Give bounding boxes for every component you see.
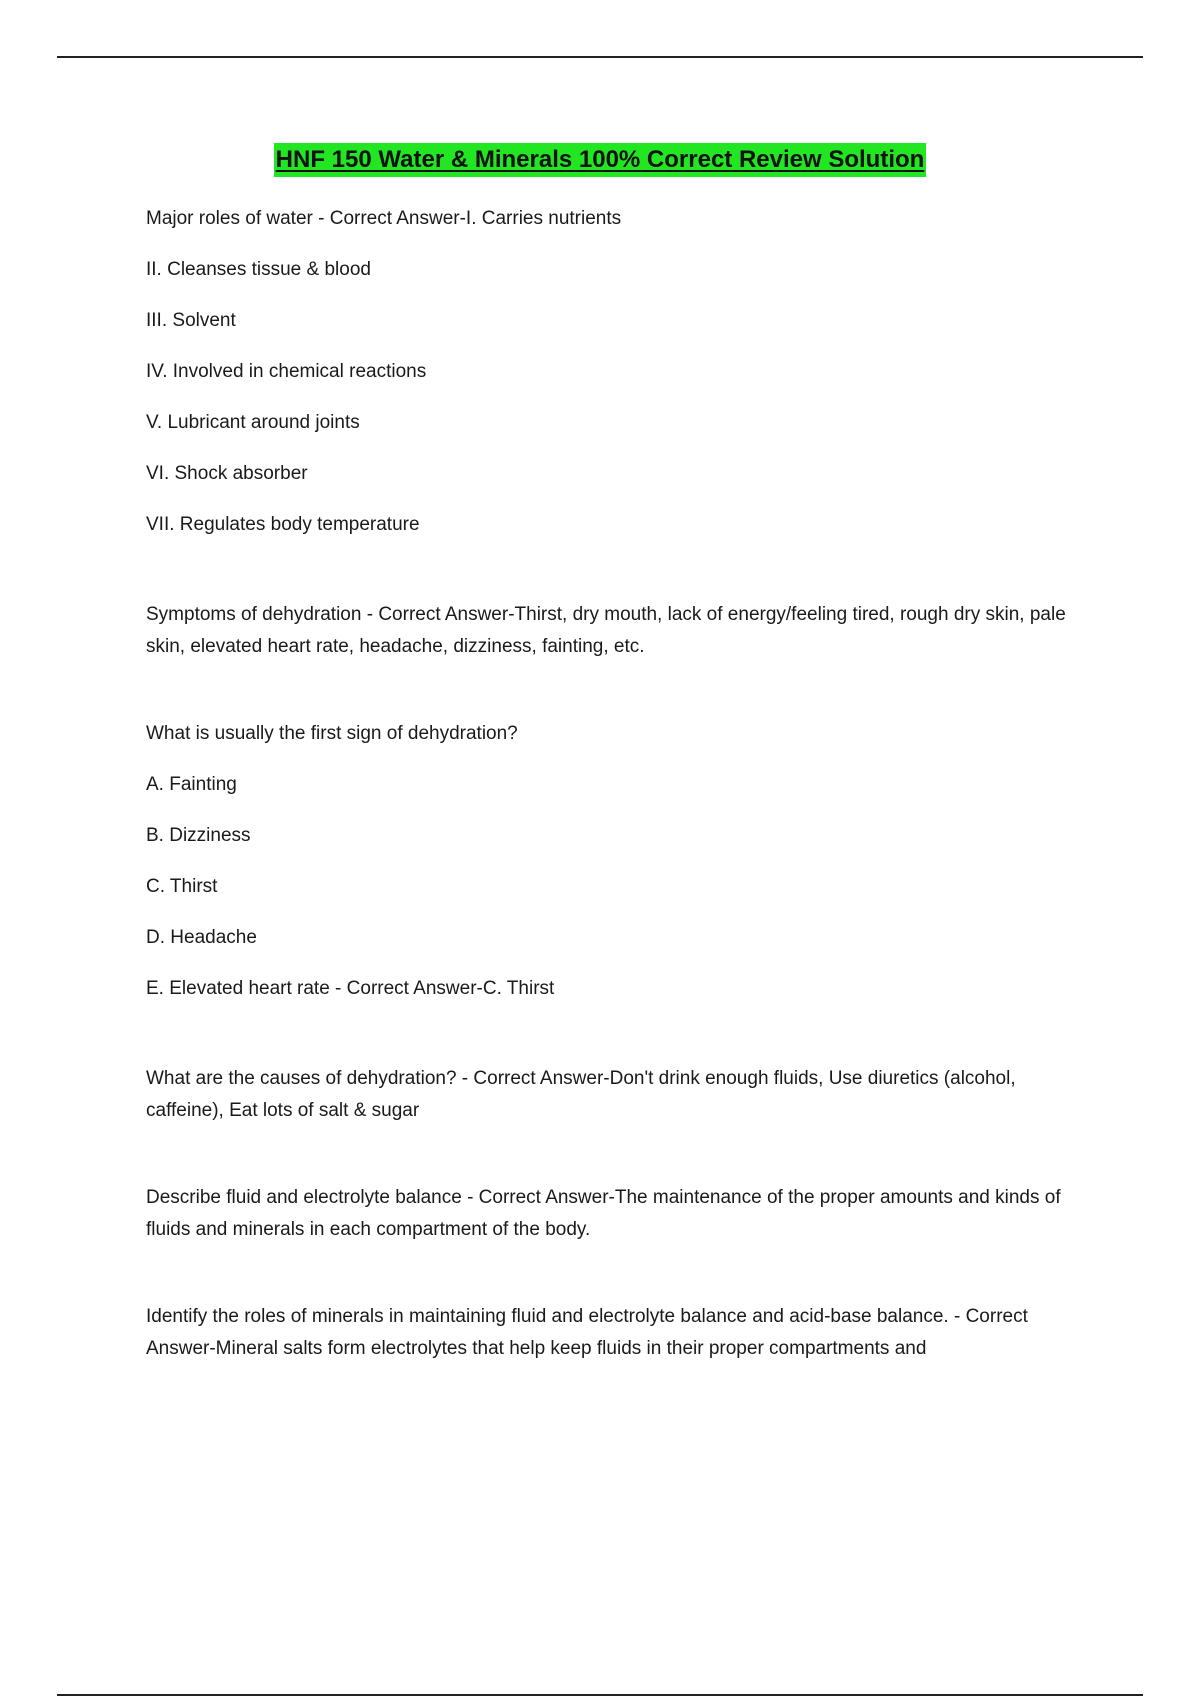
first-sign-option: D. Headache	[146, 927, 257, 948]
minerals-roles: Identify the roles of minerals in maintaining fluid and electrolyte balance and acid-base balance. - Correct Answer-Mineral salts form electrolytes that help keep fluids in their proper compartments and	[146, 1306, 1028, 1359]
title-container	[0, 143, 1200, 177]
symptoms-of-dehydration: Symptoms of dehydration - Correct Answer-Thirst, dry mouth, lack of energy/feeling tired, rough dry skin, pale skin, elevated heart rate, headache, dizziness, fainting, etc.	[146, 604, 1066, 657]
header-rule	[57, 56, 1143, 58]
roles-of-water-line: II. Cleanses tissue & blood	[146, 259, 371, 280]
first-sign-option: A. Fainting	[146, 774, 237, 795]
roles-of-water-line: VII. Regulates body temperature	[146, 514, 420, 535]
roles-of-water-line: IV. Involved in chemical reactions	[146, 361, 427, 382]
first-sign-option: E. Elevated heart rate - Correct Answer-C. Thirst	[146, 978, 555, 999]
footer-rule	[57, 1694, 1143, 1696]
first-sign-option: B. Dizziness	[146, 825, 251, 846]
fluid-electrolyte-balance: Describe fluid and electrolyte balance - Correct Answer-The maintenance of the proper amounts and kinds of fluids and minerals in each compartment of the body.	[146, 1187, 1061, 1240]
first-sign-option: C. Thirst	[146, 876, 218, 897]
roles-of-water-line: Major roles of water - Correct Answer-I. Carries nutrients	[146, 208, 622, 229]
roles-of-water-line: VI. Shock absorber	[146, 463, 308, 484]
document-body	[146, 203, 1086, 1365]
document-title: HNF 150 Water & Minerals 100% Correct Review Solution	[274, 143, 927, 177]
first-sign-question: What is usually the first sign of dehydration?	[146, 723, 518, 744]
causes-of-dehydration: What are the causes of dehydration? - Correct Answer-Don't drink enough fluids, Use diuretics (alcohol, caffeine), Eat lots of salt & sugar	[146, 1068, 1016, 1121]
roles-of-water-line: III. Solvent	[146, 310, 236, 331]
roles-of-water-line: V. Lubricant around joints	[146, 412, 360, 433]
